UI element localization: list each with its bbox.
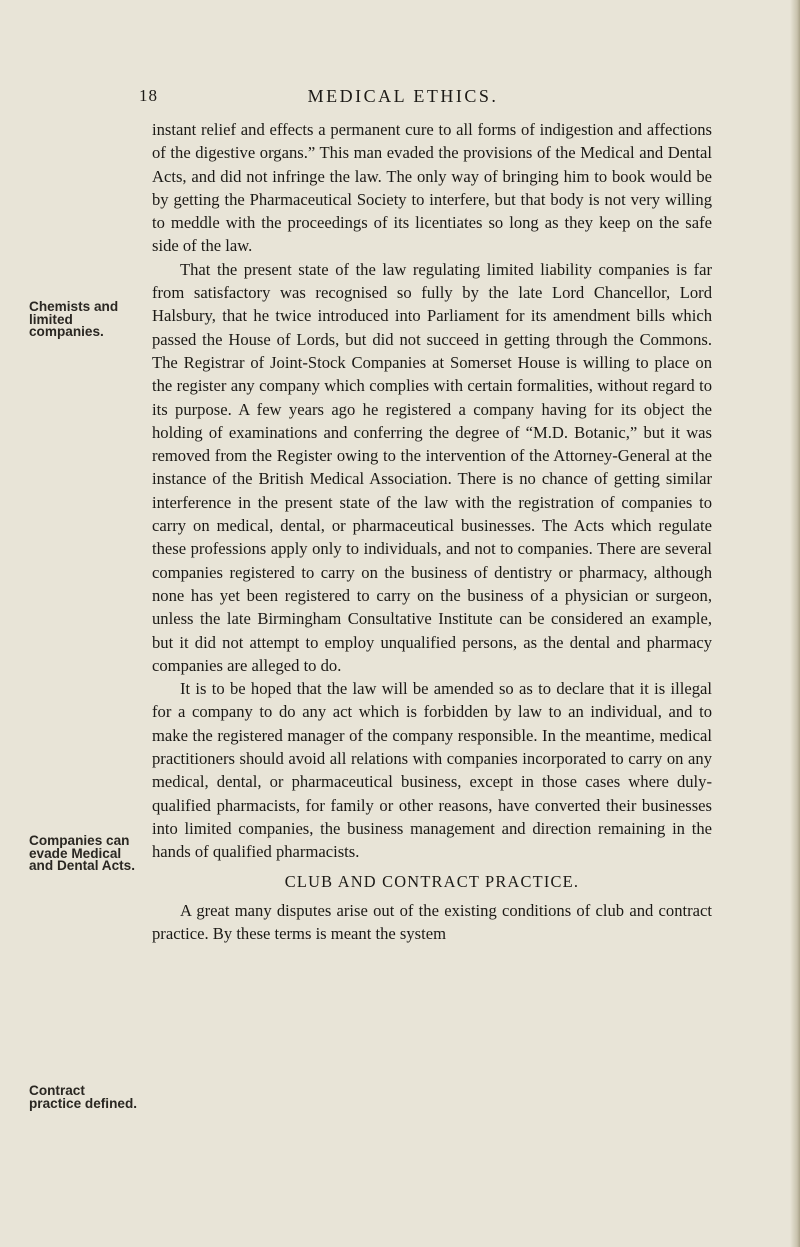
page-number: 18 xyxy=(139,86,158,105)
section-heading: CLUB AND CONTRACT PRACTICE. xyxy=(284,871,580,891)
paragraph-law-amendment: It is to be hoped that the law will be amended so as to declare that it is illegal for a company to do any act which is forbidden by law to an individual, and to make the registered manager of the company responsible. In the meantime, medical practitioners should avoid all relations with companies incorporated to carry on any medical, dental, or pharmaceutical business, except in those cases where duly-qualified pharmacists, for family or other reasons, have converted their businesses into limited companies, the business management and direction remaining in the hands of qualified pharmacists. xyxy=(152,679,712,862)
running-head xyxy=(123,86,683,112)
body-text xyxy=(152,118,712,945)
paragraph-club-contract: A great many disputes arise out of the existing conditions of club and contract practice. By these terms is meant the system xyxy=(152,900,712,943)
side-note-chemists: Chemists and limited companies. xyxy=(29,299,119,339)
paragraph-limited-liability: That the present state of the law regulating limited liability companies is far from satisfactory was recognised so fully by the late Lord Chancellor, Lord Halsbury, that he twice introduced into Parliament for its amendment bills which passed the House of Lords, but did not succeed in getting through the Commons. The Registrar of Joint-Stock Companies at Somerset House is willing to place on the register any company which complies with certain formalities, without regard to its purpose. A few years ago he registered a company having for its object the holding of examinations and conferring the degree of “M.D. Botanic,” but it was removed from the Register owing to the intervention of the Attorney-General at the instance of the British Medical Association. There is no chance of getting similar interference in the present state of the law with the registration of companies to carry on medical, dental, or pharmaceutical businesses. The Acts which regulate these professions apply only to individuals, and not to companies. There are several companies registered to carry on the business of dentistry or pharmacy, although none has yet been registered to carry on the business of a physician or surgeon, unless the late Birmingham Consultative Institute can be considered an example, but it did not attempt to employ unqualified persons, as the dental and pharmacy companies are alleged to do. xyxy=(152,259,712,675)
page-header: MEDICAL ETHICS. xyxy=(307,86,499,106)
page-edge xyxy=(790,0,800,1247)
side-note-contract-practice: Contract practice defined. xyxy=(29,1083,138,1111)
side-note-companies-evade: Companies can evade Medical and Dental Acts. xyxy=(29,833,136,873)
paragraph-continuation: instant relief and effects a permanent cure to all forms of indigestion and affections of the digestive organs.” This man evaded the provisions of the Medical and Dental Acts, and did not infringe the law. The only way of bringing him to book would be by getting the Pharmaceutical Society to interfere, but that body is not very willing to meddle with the proceedings of its licentiates so long as they keep on the safe side of the law. xyxy=(152,120,712,256)
